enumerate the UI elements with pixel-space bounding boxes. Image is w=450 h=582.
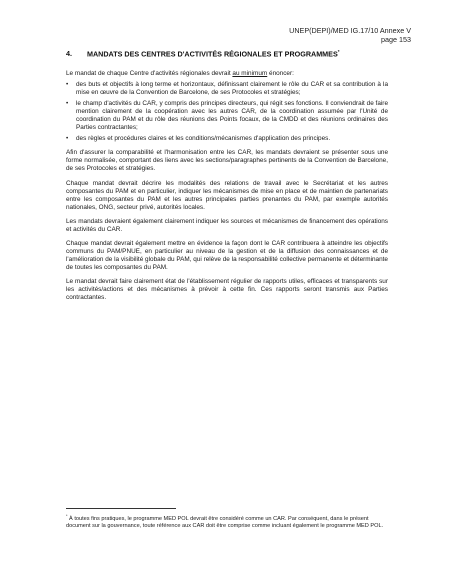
- document-body: [66, 70, 388, 302]
- intro-paragraph: [66, 70, 388, 78]
- list-item-text: des buts et objectifs à long terme et horizontaux, définissant clairement le rôle du CAR et sa contribution à la mise en œuvre de la Convention de Barcelone, de ses Protocoles et stratégies;: [76, 81, 388, 97]
- section-heading: [66, 47, 396, 58]
- footnote-mark: *: [66, 514, 68, 518]
- bullet-icon: •: [66, 100, 69, 108]
- intro-text-end: énoncer:: [267, 70, 294, 77]
- list-item-text: le champ d'activités du CAR, y compris des principes directeurs, qui régit ses fonctions. Il conviendrait de faire mention clairement de la coopération avec les autres CAR, de la coordination assumée par l'Unité de coordination du PAM et du rôle des réunions des Points focaux, de la CMDD et des réunions ordinaires des Parties contractantes;: [76, 100, 388, 132]
- bullet-icon: •: [66, 135, 69, 143]
- paragraph-reporting: Le mandat devrait faire clairement état de l'établissement régulier de rapports utiles, efficaces et transparents sur les activités/actions et des mécanismes à prévoir à cette fin. Ces rapports seront transmis aux Parties contractantes.: [66, 277, 388, 302]
- section-number: 4.: [66, 49, 72, 59]
- paragraph-working-relations: Chaque mandat devrait décrire les modalités des relations de travail avec le Secrétariat et les autres composantes du PAM et en particulier, indiquer les mécanismes de mise en place et de maintien de partenariats entre les composantes du PAM et les autres principales parties prenantes du PAM, par exemple autorités nationales, ONG, secteur privé, autorités locales.: [66, 179, 388, 211]
- intro-text: Le mandat de chaque Centre d'activités régionales devrait: [66, 70, 233, 77]
- paragraph-comparability: Afin d'assurer la comparabilité et l'harmonisation entre les CAR, les mandats devraient se présenter sous une forme normalisée, comportant des liens avec les sections/paragraphes pertinents de la Convention de Barcelone, de ses Protocoles et stratégies.: [66, 149, 388, 173]
- footnote: [66, 513, 388, 530]
- page-number: page 153: [381, 35, 411, 44]
- footnote-text: À toutes fins pratiques, le programme MED POL devrait être considéré comme un CAR. Par conséquent, dans le présent document sur la gouvernance, toute référence aux CAR doit être comprise comme incluant également le programme MED POL.: [66, 515, 384, 530]
- footnote-divider: [66, 508, 176, 509]
- section-title: MANDATS DES CENTRES D'ACTIVITÉS RÉGIONALES ET PROGRAMMES: [87, 49, 338, 59]
- page-header: [289, 26, 411, 44]
- paragraph-common-objectives: Chaque mandat devrait également mettre en évidence la façon dont le CAR contribuera à atteindre les objectifs communs du PAM/PNUE, en particulier au niveau de la gestion et de la diffusion des connaissances et de l'amélioration de la visibilité globale du PAM, qui relève de la responsabilité collective permanente et déterminante de toutes les composantes du PAM.: [66, 239, 388, 271]
- intro-emphasis: au minimum: [232, 70, 268, 77]
- list-item: [66, 135, 388, 143]
- list-item-text: des règles et procédures claires et les conditions/mécanismes d'application des principes.: [76, 135, 331, 143]
- paragraph-financing: Les mandats devraient également clairement indiquer les sources et mécanismes de financement des opérations et activités du CAR.: [66, 217, 388, 233]
- footnote-reference: *: [337, 49, 340, 54]
- list-item: [66, 100, 388, 132]
- list-item: [66, 81, 388, 97]
- document-reference: UNEP(DEPI)/MED IG.17/10 Annexe V: [289, 26, 411, 35]
- bullet-icon: •: [66, 81, 69, 89]
